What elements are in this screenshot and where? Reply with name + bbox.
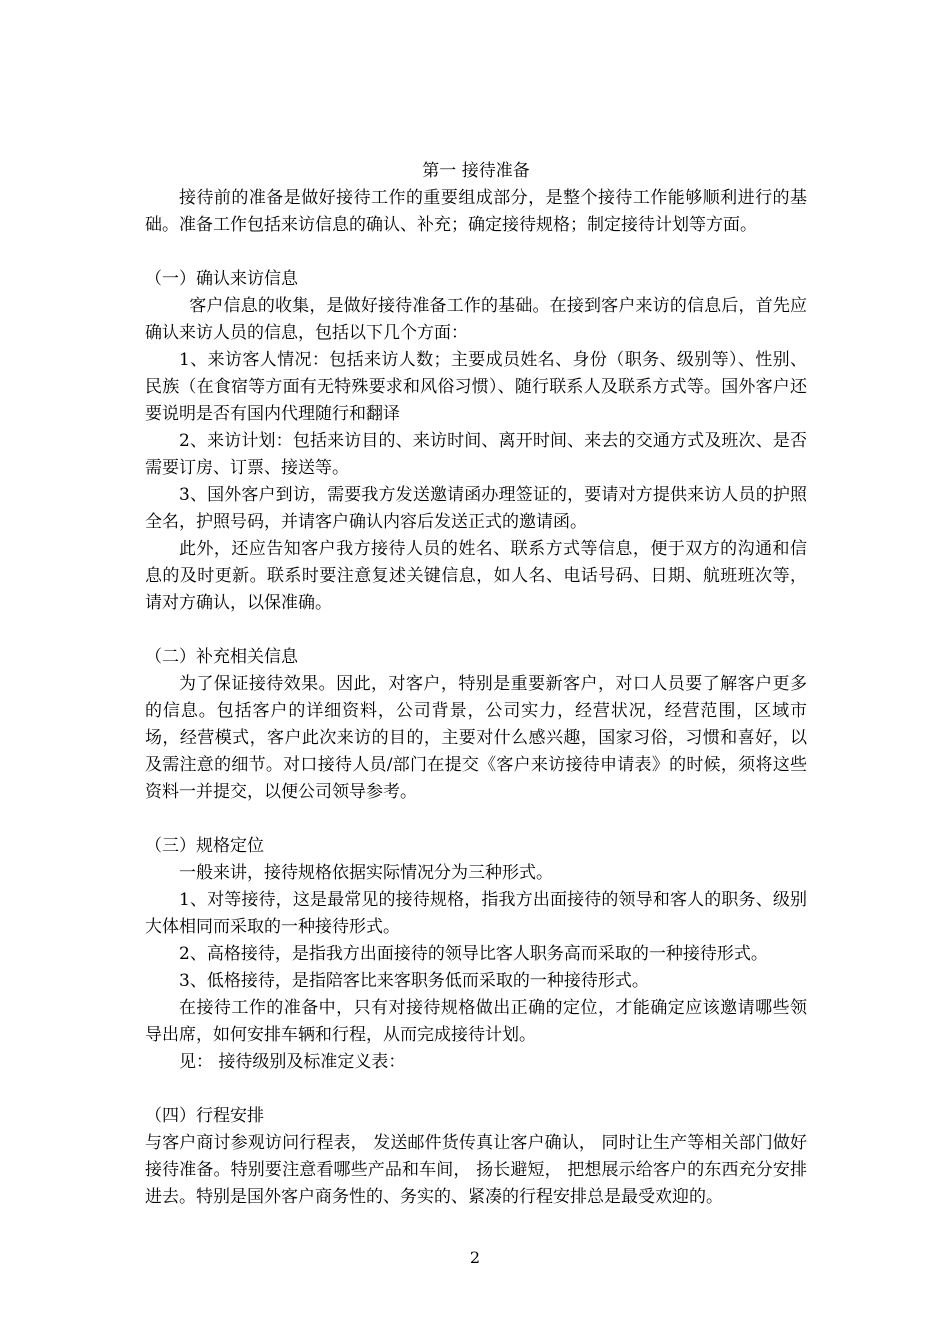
page-number: 2 [469, 1248, 481, 1267]
section-3-paragraph-5: 在接待工作的准备中，只有对接待规格做出正确的定位，才能确定应该邀请哪些领导出席，如何安排车辆和行程，从而完成接待计划。 [145, 998, 807, 1045]
spacer [145, 806, 807, 833]
section-3-paragraph-2: 1、对等接待，这是最常见的接待规格，指我方出面接待的领导和客人的职务、级别大体相同而采取的一种接待形式。 [145, 890, 807, 937]
section-heading-3: （三）规格定位 [145, 836, 264, 856]
section-1-paragraph-3: 2、来访计划：包括来访目的、来访时间、离开时间、来去的交通方式及班次、是否需要订房、订票、接送等。 [145, 431, 807, 478]
section-1-paragraph-2: 1、来访客人情况：包括来访人数；主要成员姓名、身份（职务、级别等）、性别、民族（在食宿等方面有无特殊要求和风俗习惯）、随行联系人及联系方式等。国外客户还要说明是否有国内代理随行和翻译 [145, 350, 807, 424]
section-2-paragraph-1: 为了保证接待效果。因此，对客户，特别是重要新客户，对口人员要了解客户更多的信息。包括客户的详细资料，公司背景，公司实力，经营状况，经营范围，区域市场，经营模式，客户此次来访的目的，主要对什么感兴趣，国家习俗，习惯和喜好，以及需注意的细节。对口接待人员/部门在提交《客户来访接待申请表》的时候，须将这些资料一并提交，以便公司领导参考。 [145, 674, 807, 802]
intro-paragraph: 接待前的准备是做好接待工作的重要组成部分，是整个接待工作能够顺利进行的基础。准备工作包括来访信息的确认、补充；确定接待规格；制定接待计划等方面。 [145, 188, 807, 235]
page-title: 第一 接待准备 [422, 161, 530, 181]
section-3-paragraph-3: 2、高格接待，是指我方出面接待的领导比客人职务高而采取的一种接待形式。 [179, 944, 768, 964]
section-1-paragraph-5: 此外，还应告知客户我方接待人员的姓名、联系方式等信息，便于双方的沟通和信息的及时更新。联系时要注意复述关键信息，如人名、电话号码、日期、航班班次等，请对方确认，以保准确。 [145, 539, 807, 613]
section-3-paragraph-4: 3、低格接待，是指陪客比来客职务低而采取的一种接待形式。 [179, 971, 649, 991]
section-heading-2: （二）补充相关信息 [145, 647, 298, 667]
spacer [145, 239, 807, 266]
spacer [145, 617, 807, 644]
document-body [145, 158, 807, 1211]
section-heading-4: （四）行程安排 [145, 1106, 264, 1126]
section-3-paragraph-1: 一般来讲，接待规格依据实际情况分为三种形式。 [179, 863, 553, 883]
section-4-paragraph-1: 与客户商讨参观访问行程表， 发送邮件货传真让客户确认， 同时让生产等相关部门做好接待准备。特别要注意看哪些产品和车间， 扬长避短， 把想展示给客户的东西充分安排进去。特别是国外客户商务性的、务实的、紧凑的行程安排总是最受欢迎的。 [145, 1133, 807, 1207]
section-heading-1: （一）确认来访信息 [145, 269, 298, 289]
section-1-paragraph-4: 3、国外客户到访，需要我方发送邀请函办理签证的，要请对方提供来访人员的护照全名，护照号码，并请客户确认内容后发送正式的邀请函。 [145, 485, 807, 532]
spacer [145, 1076, 807, 1103]
section-1-paragraph-1: 客户信息的收集，是做好接待准备工作的基础。在接到客户来访的信息后，首先应确认来访人员的信息，包括以下几个方面： [145, 296, 807, 343]
section-3-paragraph-6: 见： 接待级别及标准定义表： [179, 1052, 406, 1072]
